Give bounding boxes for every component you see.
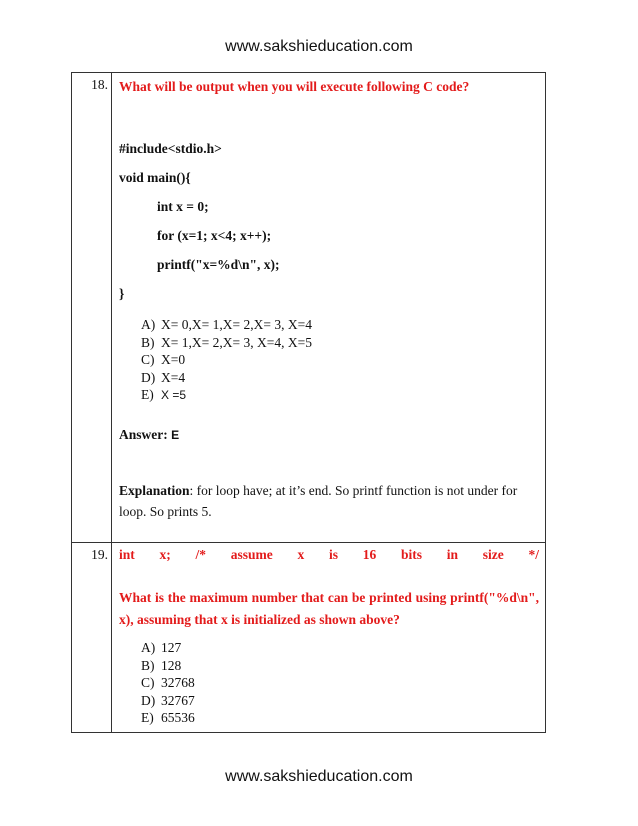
answer: Answer: E bbox=[119, 426, 180, 442]
question-text: What is the maximum number that can be printed using printf("%d\n", x), assuming that x is initialized as shown above? bbox=[119, 590, 539, 627]
code-line: printf("x=%d\n", x); bbox=[157, 257, 280, 272]
option-e: E) X =5 bbox=[141, 387, 187, 402]
options-list bbox=[119, 639, 539, 727]
site-header: www.sakshieducation.com bbox=[225, 38, 413, 55]
explanation: Explanation: for loop have; at it’s end. So printf function is not under for loop. So prints 5. bbox=[119, 482, 518, 519]
code-block bbox=[119, 134, 539, 308]
question-19-row bbox=[72, 543, 546, 733]
option-e: E) 65536 bbox=[141, 710, 195, 725]
question-number: 18. bbox=[72, 73, 112, 543]
questions-table bbox=[71, 72, 546, 733]
question-text: What will be output when you will execute following C code? bbox=[119, 79, 470, 94]
code-line: int x = 0; bbox=[157, 199, 209, 214]
answer-value: E bbox=[171, 427, 180, 442]
code-line: for (x=1; x<4; x++); bbox=[157, 228, 272, 243]
code-line: #include<stdio.h> bbox=[119, 141, 222, 156]
option-b: B) 128 bbox=[141, 657, 182, 673]
question-18-content bbox=[112, 73, 546, 543]
options-list bbox=[119, 316, 539, 404]
question-19-content bbox=[112, 543, 546, 733]
option-c: C) 32768 bbox=[141, 675, 195, 690]
question-number: 19. bbox=[72, 543, 112, 733]
option-d: D) 32767 bbox=[141, 692, 195, 708]
site-footer: www.sakshieducation.com bbox=[225, 768, 413, 785]
question-18-row bbox=[72, 73, 546, 543]
option-a: A) X= 0,X= 1,X= 2,X= 3, X=4 bbox=[141, 317, 312, 332]
option-a: A) 127 bbox=[141, 640, 182, 655]
code-line: void main(){ bbox=[119, 170, 191, 185]
code-line: } bbox=[119, 286, 125, 301]
option-c: C) X=0 bbox=[141, 352, 186, 367]
option-d: D) X=4 bbox=[141, 369, 186, 385]
declaration-line: int x; /* assume x is 16 bits in size */ bbox=[119, 547, 539, 562]
option-b: B) X= 1,X= 2,X= 3, X=4, X=5 bbox=[141, 334, 312, 350]
